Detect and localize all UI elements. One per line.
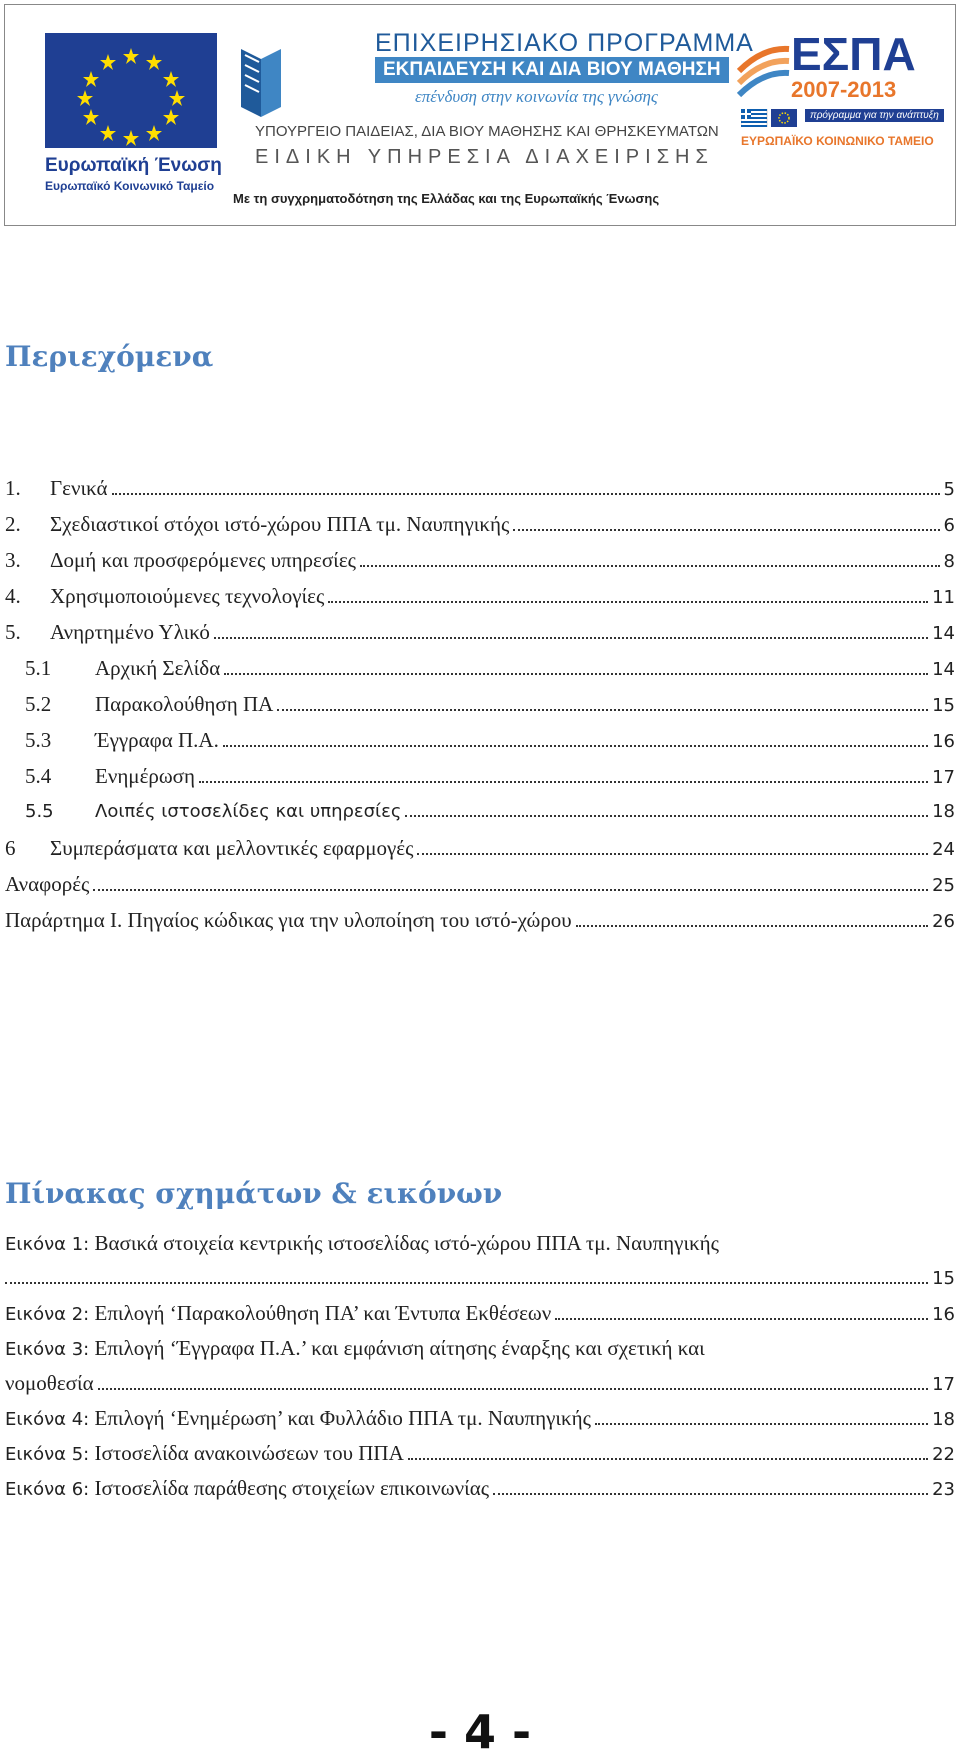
toc-entry-title: Σχεδιαστικοί στόχοι ιστό-χώρου ΠΠΑ τμ. Ναυπηγικής	[50, 512, 510, 536]
dot-leader	[98, 1388, 928, 1390]
toc-entry-page: 16	[932, 731, 955, 752]
figure-title: Ιστοσελίδα παράθεσης στοιχείων επικοινωνίας	[94, 1476, 490, 1500]
toc-entry-page: 6	[943, 515, 955, 536]
toc-entry-title: Αναφορές	[5, 872, 90, 896]
figure-label: Εικόνα 2:	[5, 1304, 90, 1325]
list-of-figures	[5, 1226, 955, 1506]
dot-leader	[214, 637, 928, 639]
toc-subentry[interactable]	[5, 686, 955, 722]
toc-subentry[interactable]	[5, 650, 955, 686]
figure-title: Επιλογή ‘Ενημέρωση’ και Φυλλάδιο ΠΠΑ τμ. Ναυπηγικής	[94, 1406, 591, 1430]
toc-entry-page: 15	[932, 695, 955, 716]
dot-leader	[112, 493, 940, 495]
figure-entry-line[interactable]	[5, 1226, 955, 1261]
figure-title: Βασικά στοιχεία κεντρικής ιστοσελίδας ιστό-χώρου ΠΠΑ τμ. Ναυπηγικής	[94, 1231, 719, 1255]
program-subtitle: ΕΚΠΑΙΔΕΥΣΗ ΚΑΙ ΔΙΑ ΒΙΟΥ ΜΑΘΗΣΗ	[375, 57, 729, 83]
toc-entry-number: 4.	[5, 584, 21, 608]
figure-page: 16	[932, 1304, 955, 1325]
toc-entry[interactable]	[5, 902, 955, 938]
toc-heading: Περιεχόμενα	[5, 340, 214, 373]
espa-tagline: πρόγραμμα για την ανάπτυξη	[805, 109, 944, 122]
dot-leader	[224, 673, 928, 675]
toc-entry-title: Ενημέρωση	[95, 764, 195, 788]
figure-page: 15	[932, 1268, 955, 1289]
figure-entry[interactable]	[5, 1436, 955, 1471]
toc-entry-page: 25	[932, 875, 955, 896]
dot-leader	[5, 1282, 928, 1284]
toc-entry-title: Αρχική Σελίδα	[95, 656, 221, 680]
table-of-contents	[5, 470, 955, 938]
espa-fund-name: ΕΥΡΩΠΑΪΚΟ ΚΟΙΝΩΝΙΚΟ ΤΑΜΕΙΟ	[741, 134, 934, 148]
dot-leader	[417, 853, 928, 855]
toc-entry-page: 5	[943, 479, 955, 500]
figure-entry[interactable]	[5, 1366, 955, 1401]
espa-years: 2007-2013	[791, 77, 897, 102]
greek-eu-flags-icon	[741, 109, 797, 127]
figure-title: Επιλογή ‘Έγγραφα Π.Α.’ και εμφάνιση αίτησης έναρξης και σχετική και	[94, 1336, 705, 1360]
toc-entry[interactable]	[5, 542, 955, 578]
figures-heading: Πίνακας σχημάτων & εικόνων	[5, 1177, 503, 1210]
figure-label: Εικόνα 3:	[5, 1339, 90, 1360]
ministry-name: ΥΠΟΥΡΓΕΙΟ ΠΑΙΔΕΙΑΣ, ΔΙΑ ΒΙΟΥ ΜΑΘΗΣΗΣ ΚΑΙ ΘΡΗΣΚΕΥΜΑΤΩΝ	[255, 123, 719, 140]
figure-page: 23	[932, 1479, 955, 1500]
toc-entry-title: Έγγραφα Π.Α.	[95, 728, 219, 752]
page-number: - 4 -	[428, 1705, 532, 1759]
toc-entry-page: 14	[932, 659, 955, 680]
toc-entry-title: Χρησιμοποιούμενες τεχνολογίες	[50, 584, 325, 608]
toc-entry[interactable]	[5, 470, 955, 506]
toc-entry-number: 3.	[5, 548, 21, 572]
management-service: ΕΙΔΙΚΗ ΥΠΗΡΕΣΙΑ ΔΙΑΧΕΙΡΙΣΗΣ	[255, 146, 714, 168]
toc-entry-page: 11	[932, 587, 955, 608]
dot-leader	[223, 745, 928, 747]
toc-entry[interactable]	[5, 830, 955, 866]
toc-subentry[interactable]	[5, 758, 955, 794]
toc-entry-number: 5.2	[25, 692, 52, 716]
figure-entry[interactable]	[5, 1401, 955, 1436]
dot-leader	[555, 1318, 928, 1320]
cofunding-note: Με τη συγχρηματοδότηση της Ελλάδας και της Ευρωπαϊκής Ένωσης	[233, 191, 660, 206]
toc-entry[interactable]	[5, 866, 955, 902]
eu-subtitle: Ευρωπαϊκό Κοινωνικό Ταμείο	[45, 179, 215, 193]
toc-entry[interactable]	[5, 578, 955, 614]
dot-leader	[405, 815, 928, 817]
toc-entry-number: 5.3	[25, 728, 52, 752]
eu-flag-logo	[45, 33, 217, 148]
dot-leader	[576, 925, 928, 927]
eu-title: Ευρωπαϊκή Ένωση	[45, 155, 222, 176]
toc-entry-title: Λοιπές ιστοσελίδες και υπηρεσίες	[95, 801, 402, 822]
figure-page: 18	[932, 1409, 955, 1430]
figure-entry[interactable]	[5, 1471, 955, 1506]
toc-entry-page: 18	[932, 801, 955, 822]
toc-entry-number: 6	[5, 836, 16, 860]
figure-label: Εικόνα 6:	[5, 1479, 90, 1500]
dot-leader	[360, 565, 940, 567]
dot-leader	[199, 781, 928, 783]
toc-entry-number: 5.5	[25, 801, 54, 822]
dot-leader	[493, 1493, 928, 1495]
espa-logo-text: ΕΣΠΑ	[791, 28, 916, 80]
figure-page: 22	[932, 1444, 955, 1465]
toc-subentry[interactable]	[5, 794, 955, 830]
toc-entry-number: 5.4	[25, 764, 52, 788]
figure-label: Εικόνα 5:	[5, 1444, 90, 1465]
toc-entry-number: 5.	[5, 620, 21, 644]
toc-entry-number: 5.1	[25, 656, 52, 680]
figure-label: Εικόνα 1:	[5, 1234, 90, 1255]
dot-leader	[328, 601, 928, 603]
figure-entry[interactable]	[5, 1296, 955, 1331]
dot-leader	[595, 1423, 928, 1425]
dot-leader	[513, 529, 939, 531]
figure-title-continued: νομοθεσία	[5, 1371, 94, 1395]
toc-entry[interactable]	[5, 506, 955, 542]
toc-entry-title: Δομή και προσφερόμενες υπηρεσίες	[50, 548, 356, 572]
figure-entry-line[interactable]	[5, 1331, 955, 1366]
toc-entry-title: Συμπεράσματα και μελλοντικές εφαρμογές	[50, 836, 414, 860]
toc-entry-page: 14	[932, 623, 955, 644]
toc-subentry[interactable]	[5, 722, 955, 758]
open-book-logo-icon	[237, 41, 285, 121]
toc-entry-number: 1.	[5, 476, 21, 500]
toc-entry-title: Ανηρτημένο Υλικό	[50, 620, 210, 644]
funding-banner	[4, 4, 956, 226]
toc-entry-title: Παρακολούθηση ΠΑ	[95, 692, 274, 716]
toc-entry-page: 24	[932, 839, 955, 860]
figure-entry[interactable]	[5, 1261, 955, 1296]
dot-leader	[277, 709, 928, 711]
figure-title: Ιστοσελίδα ανακοινώσεων του ΠΠΑ	[94, 1441, 404, 1465]
toc-entry-page: 17	[932, 767, 955, 788]
toc-entry[interactable]	[5, 614, 955, 650]
dot-leader	[408, 1458, 928, 1460]
program-title: ΕΠΙΧΕΙΡΗΣΙΑΚΟ ΠΡΟΓΡΑΜΜΑ	[375, 29, 754, 57]
toc-entry-page: 8	[943, 551, 955, 572]
figure-page: 17	[932, 1374, 955, 1395]
toc-entry-title: Γενικά	[50, 476, 108, 500]
dot-leader	[93, 889, 928, 891]
toc-entry-number: 2.	[5, 512, 21, 536]
program-slogan: επένδυση στην κοινωνία της γνώσης	[415, 87, 658, 106]
espa-swoosh-icon	[737, 41, 791, 101]
figure-title: Επιλογή ‘Παρακολούθηση ΠΑ’ και Έντυπα Εκθέσεων	[94, 1301, 552, 1325]
toc-entry-title: Παράρτημα Ι. Πηγαίος κώδικας για την υλοποίηση του ιστό-χώρου	[5, 908, 572, 932]
toc-entry-page: 26	[932, 911, 955, 932]
figure-label: Εικόνα 4:	[5, 1409, 90, 1430]
